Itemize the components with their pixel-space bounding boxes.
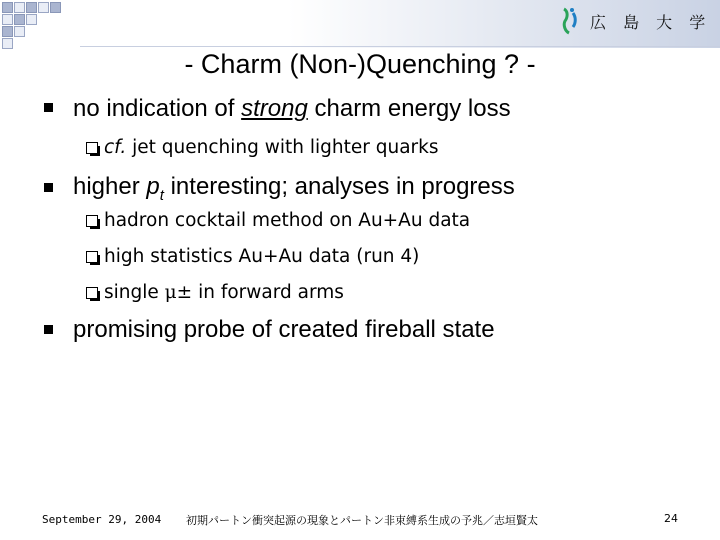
footer-date: September 29, 2004 <box>42 513 162 526</box>
text-segment: higher <box>73 173 147 200</box>
emphasis-word: strong <box>241 95 308 122</box>
bullet-text-1 <box>73 94 511 124</box>
text-segment: charm energy loss <box>307 95 511 122</box>
bullet-square <box>44 183 53 192</box>
bullet-square <box>44 325 53 334</box>
university-name: 広 島 大 学 <box>590 12 712 32</box>
text-segment: single <box>104 282 165 303</box>
sub-bullet-text-2-1: hadron cocktail method on Au+Au data <box>104 210 471 231</box>
bullet-text-2 <box>73 172 515 211</box>
university-logo <box>560 6 711 36</box>
sub-bullet-box <box>86 287 98 299</box>
bullet-text-3: promising probe of created fireball state <box>73 316 495 343</box>
sub-bullet-text-2-2: high statistics Au+Au data (run 4) <box>104 246 420 267</box>
sub-bullet-box <box>86 142 98 154</box>
pt-subscript: t <box>159 186 164 204</box>
sub-bullet-text-1-1 <box>104 135 439 161</box>
emphasis-word: cf. <box>104 137 127 158</box>
pt-variable: p <box>146 173 160 200</box>
sub-bullet-box <box>86 215 98 227</box>
footer-title: 初期パートン衝突起源の現象とパートン非束縛系生成の予兆／志垣賢太 <box>186 514 538 527</box>
text-segment: no indication of <box>73 95 242 122</box>
text-segment: in forward arms <box>192 282 344 303</box>
sub-bullet-box <box>86 251 98 263</box>
decorative-squares <box>0 0 80 48</box>
sub-bullet-text-2-3 <box>104 280 344 306</box>
text-segment: jet quenching with lighter quarks <box>126 137 439 158</box>
bullet-square <box>44 103 53 112</box>
text-segment: interesting; analyses in progress <box>163 173 515 200</box>
slide-title: - Charm (Non-)Quenching ? - <box>184 49 536 79</box>
muon-symbol: μ± <box>164 282 193 303</box>
university-emblem-icon <box>560 7 580 35</box>
page-number: 24 <box>664 512 678 525</box>
